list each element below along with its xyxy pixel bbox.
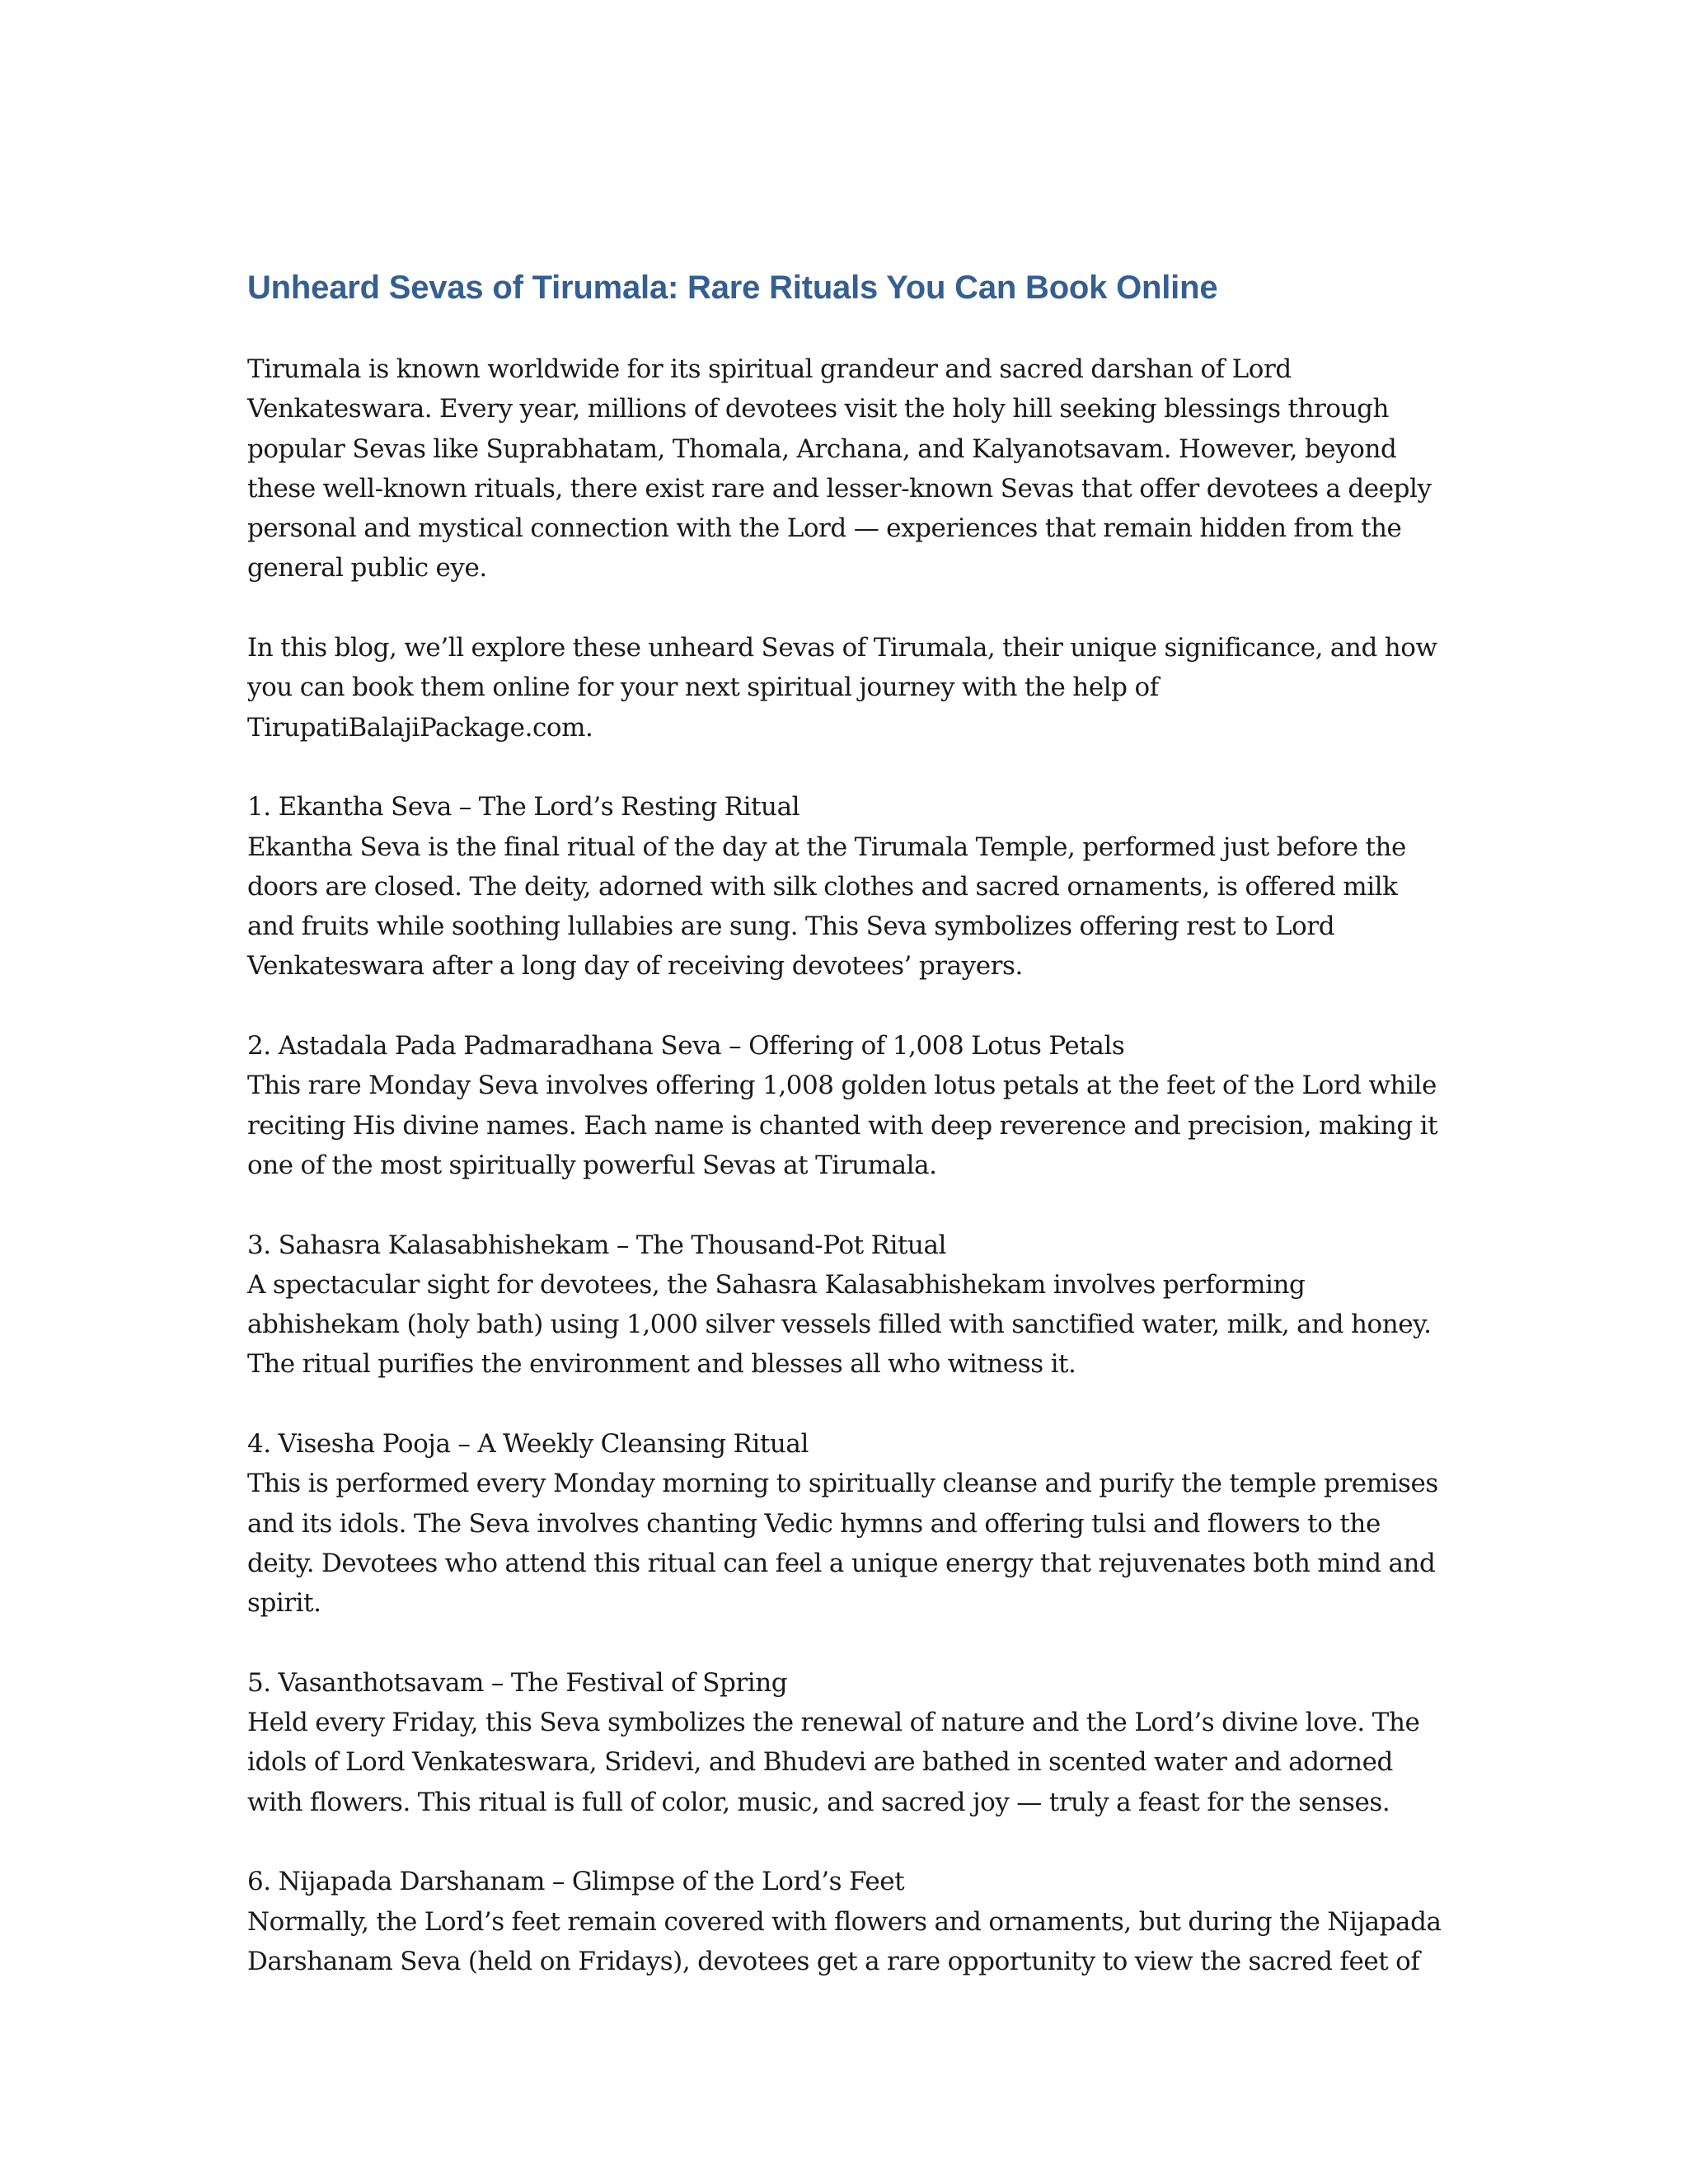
seva-heading: 6. Nijapada Darshanam – Glimpse of the Lord’s Feet [247,1867,905,1897]
seva-description: This rare Monday Seva involves offering 1,008 golden lotus petals at the feet of the Lord while reciting His divine names. Each name is chanted with deep reverence and precision, making it one of the most spiritually powerful Sevas at Tirumala. [247,1071,1438,1180]
seva-section [247,1026,1451,1185]
seva-description: A spectacular sight for devotees, the Sahasra Kalasabhishekam involves performing abhishekam (holy bath) using 1,000 silver vessels filled with sanctified water, milk, and honey. The ritual purifies the environment and blesses all who witness it. [247,1269,1432,1380]
seva-description: Ekantha Seva is the final ritual of the day at the Tirumala Temple, performed just before the doors are closed. The deity, adorned with silk clothes and sacred ornaments, is offered milk and fruits while soothing lullabies are sung. This Seva symbolizes offering rest to Lord Venkateswara after a long day of receiving devotees’ prayers. [247,832,1406,982]
intro-paragraph: In this blog, we’ll explore these unheard Sevas of Tirumala, their unique significance, and how you can book them online for your next spiritual journey with the help of TirupatiBalajiPackage.com. [247,633,1437,743]
seva-heading: 5. Vasanthotsavam – The Festival of Spring [247,1667,788,1698]
seva-section [247,1862,1451,1981]
seva-heading: 2. Astadala Pada Padmaradhana Seva – Offering of 1,008 Lotus Petals [247,1031,1125,1062]
seva-heading: 4. Visesha Pooja – A Weekly Cleansing Ritual [247,1429,809,1460]
seva-heading: 3. Sahasra Kalasabhishekam – The Thousand-Pot Ritual [247,1230,946,1260]
document-title: Unheard Sevas of Tirumala: Rare Rituals You Can Book Online [247,269,1218,306]
intro-paragraph: Tirumala is known worldwide for its spiritual grandeur and sacred darshan of Lord Venkateswara. Every year, millions of devotees visit the holy hill seeking blessings through popular Sevas like Suprabhatam, Thomala, Archana, and Kalyanotsavam. However, beyond these well-known rituals, there exist rare and lesser-known Sevas that offer devotees a deeply personal and mystical connection with the Lord — experiences that remain hidden from the general public eye. [247,354,1432,583]
seva-section [247,1424,1451,1623]
seva-description: Held every Friday, this Seva symbolizes the renewal of nature and the Lord’s divine love. The idols of Lord Venkateswara, Sridevi, and Bhudevi are bathed in scented water and adorned with flowers. This ritual is full of color, music, and sacred joy — truly a feast for the senses. [247,1708,1420,1817]
document-content [247,265,1451,2021]
seva-heading: 1. Ekantha Seva – The Lord’s Resting Ritual [247,792,800,823]
seva-section [247,787,1451,986]
seva-description: Normally, the Lord’s feet remain covered with flowers and ornaments, but during the Nijapada Darshanam Seva (held on Fridays), devotees get a rare opportunity to view the sacred feet of [247,1906,1442,1976]
seva-section [247,1226,1451,1385]
seva-section [247,1663,1451,1822]
seva-description: This is performed every Monday morning to spiritually cleanse and purify the temple premises and its idols. The Seva involves chanting Vedic hymns and offering tulsi and flowers to the deity. Devotees who attend this ritual can feel a unique energy that rejuvenates both mind and spirit. [247,1469,1438,1619]
